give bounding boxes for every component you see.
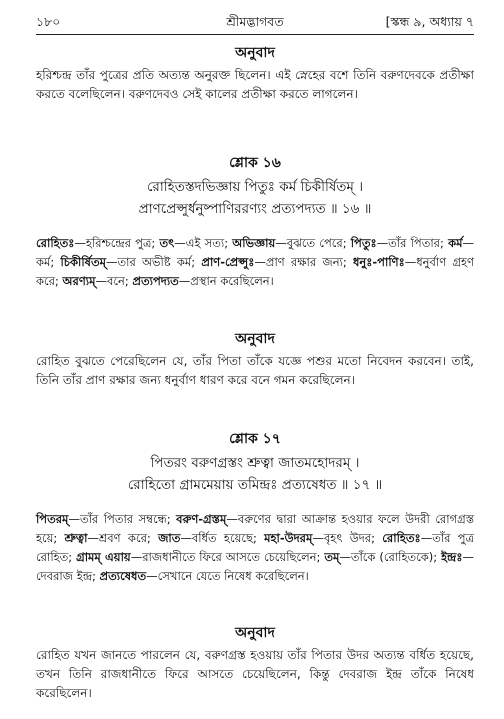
synonym-meaning: —প্রাণ রক্ষার জন্য; — [254, 255, 347, 269]
synonym-meaning: —তার অভীষ্ট কর্ম; — [105, 255, 196, 269]
synonyms — [36, 510, 474, 586]
synonym-term: পিতুঃ — [350, 236, 377, 250]
synonym-meaning: —সেখানে যেতে নিষেধ করেছিলেন। — [146, 569, 309, 583]
verse-line: পিতরং বরুণগ্রস্তং শ্রুত্বা জাতমহোদরম্ । — [150, 455, 360, 471]
synonym-term: তৎ — [159, 236, 175, 250]
translation-text: রোহিত যখন জানতে পারলেন যে, বরুণগ্রস্ত হওয়ায় তাঁর পিতার উদর অত্যন্ত বর্ধিত হয়েছে, তখন তিনি রাজধানীতে ফিরে আসতে চেয়েছিলেন, কিন্তু দেবরাজ ইন্দ্র তাঁকে নিষেধ করেছিলেন। — [36, 648, 474, 700]
synonym-meaning: —বর্ধিত হয়েছে; — [180, 531, 257, 545]
translation-text: রোহিত বুঝতে পেরেছিলেন যে, তাঁর পিতা তাঁকে যজ্ঞে পশুর মতো নিবেদন করবেন। তাই, তিনি তাঁর প্রাণ রক্ষার জন্য ধনুর্বাণ ধারণ করে বনে গমন করেছিলেন। — [36, 354, 474, 387]
synonym-term: কর্ম — [448, 236, 463, 250]
synonym-term: জাত — [158, 531, 181, 545]
synonym-meaning: —শ্রবণ করে; — [87, 531, 151, 545]
synonym-term: প্রত্যষেধত — [99, 569, 147, 583]
synonym-term: শ্রুত্বা — [64, 531, 88, 545]
synonym-meaning: —ধনুর্বাণ গ্রহণ করে; — [36, 255, 474, 288]
synonyms — [36, 234, 474, 291]
synonym-meaning: —বনে; — [95, 274, 129, 288]
verse-heading: শ্লোক ১৬ — [229, 155, 281, 171]
synonym-term: রোহিতঃ — [36, 236, 75, 250]
translation-heading: অনুবাদ — [235, 331, 275, 347]
synonym-meaning: —বৃহৎ উদর; — [312, 531, 375, 545]
synonym-term: পিতরম্ — [36, 512, 69, 526]
synonym-meaning: —এই সত্য; — [174, 236, 229, 250]
translation-text: হরিশ্চন্দ্র তাঁর পুত্রের প্রতি অত্যন্ত অনুরক্ত ছিলেন। এই স্নেহের বশে তিনি বরুণদেবকে প্রতীক্ষা করতে বলেছিলেন। বরুণদেবও সেই কালের প্রতীক্ষা করতে লাগলেন। — [36, 68, 474, 101]
verse-heading: শ্লোক ১৭ — [229, 431, 281, 447]
synonym-meaning: —তাঁর পুত্র রোহিত; — [36, 531, 475, 564]
verse-line: প্রাণপ্রেপ্সুর্ধনুষ্পাণিররণ্যং প্রত্যপদ্যত ॥ ১৬ ॥ — [138, 201, 372, 217]
translation-heading: অনুবাদ — [235, 45, 275, 61]
translation-heading: অনুবাদ — [235, 625, 275, 641]
synonym-meaning: —প্রস্থান করেছিলেন। — [178, 274, 274, 288]
synonym-term: বরুণ-গ্রস্তম্ — [176, 512, 227, 526]
verse-line: রোহিতস্তদভিজ্ঞায় পিতুঃ কর্ম চিকীর্ষিতম্ । — [146, 179, 364, 195]
synonym-meaning: —রাজধানীতে ফিরে আসতে চেয়েছিলেন; — [130, 550, 321, 564]
synonym-term: অরণ্যম্ — [62, 274, 96, 288]
synonym-meaning: —তাঁর পিতার; — [376, 236, 444, 250]
synonym-term: মহা-উদরম্ — [264, 531, 313, 545]
synonym-meaning: —বুঝতে পেরে; — [275, 236, 347, 250]
page-header — [36, 8, 474, 35]
synonym-term: রোহিতঃ — [382, 531, 421, 545]
synonym-meaning: —তাঁর পিতার সম্বন্ধে; — [68, 512, 171, 526]
synonym-term: চিকীর্ষিতম্ — [60, 255, 106, 269]
chapter-reference: [স্কন্ধ ৯, অধ্যায় ৭ — [385, 14, 474, 29]
page-number: ১৮০ — [36, 14, 61, 29]
synonym-term: ইন্দ্রঃ — [441, 550, 463, 564]
synonym-term: ধনুঃ-পাণিঃ — [352, 255, 405, 269]
synonym-term: অভিজ্ঞায় — [232, 236, 276, 250]
synonym-meaning: —তাঁকে (রোহিতকে); — [339, 550, 438, 564]
synonym-meaning: —হরিশ্চন্দ্রের পুত্র; — [74, 236, 156, 250]
synonym-term: প্রাণ-প্রেপ্সুঃ — [201, 255, 255, 269]
synonym-meaning: —দেবরাজ ইন্দ্র; — [36, 550, 474, 583]
synonym-term: তম্ — [324, 550, 340, 564]
synonym-term: গ্রামম্ এয়ায় — [76, 550, 131, 564]
synonym-meaning: —বরুণের দ্বারা আক্রান্ত হওয়ার ফলে উদরী রোগগ্রস্ত হয়ে; — [36, 512, 475, 545]
verse-line: রোহিতো গ্রামমেয়ায় তমিন্দ্রঃ প্রত্যষেধত ॥ ১৭ ॥ — [127, 477, 383, 493]
synonym-meaning: —কর্ম; — [36, 236, 474, 269]
synonym-term: প্রত্যপদ্যত — [132, 274, 179, 288]
book-title: শ্রীমদ্ভাগবত — [226, 14, 284, 29]
